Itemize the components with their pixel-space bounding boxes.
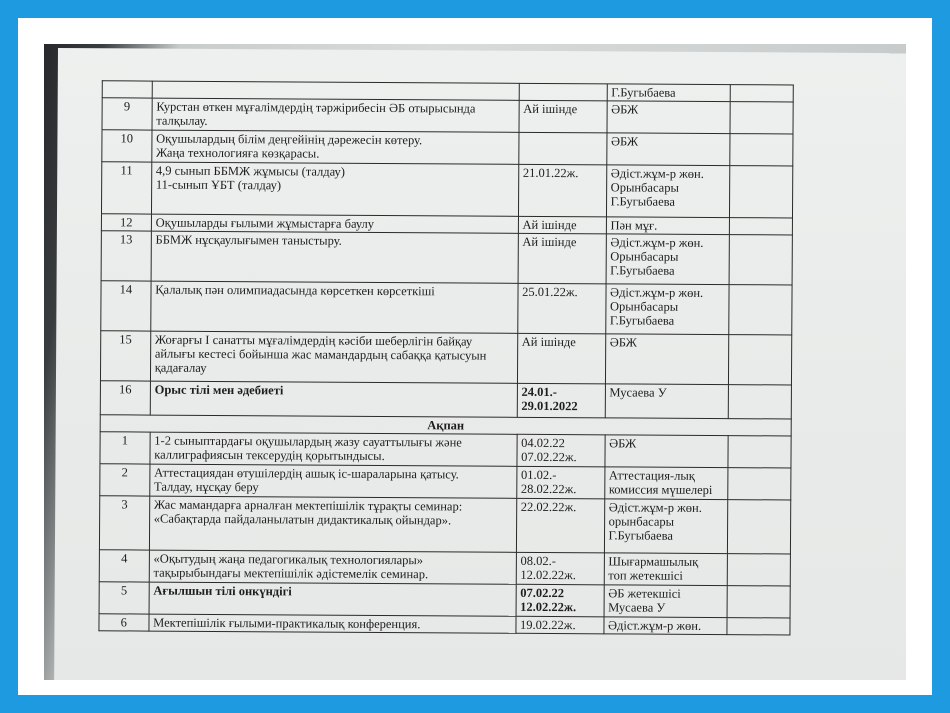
responsible-cell-line: Г.Бугыбаева <box>608 528 673 543</box>
date-cell-line: 07.02.22 <box>520 585 565 601</box>
table-row <box>102 130 793 166</box>
date-cell-line: 29.01.2022 <box>521 398 578 414</box>
task-cell <box>152 130 519 164</box>
task-cell-line: ББМЖ нұсқаулығымен таныстыру. <box>155 232 342 248</box>
date-cell-line: 21.01.22ж. <box>522 165 579 181</box>
responsible-cell <box>604 499 728 554</box>
task-cell <box>150 281 517 333</box>
task-cell <box>151 162 518 216</box>
note-cell <box>728 500 791 554</box>
responsible-cell <box>606 133 730 166</box>
task-cell-line: каллиграфиясын тексерудің қорытындысы. <box>154 447 385 464</box>
row-number: 14 <box>101 281 151 331</box>
task-cell <box>150 432 517 466</box>
date-cell <box>516 498 604 553</box>
responsible-cell-line: Орынбасары <box>610 180 679 195</box>
task-cell <box>151 231 518 283</box>
responsible-cell-line: Пән мұғ. <box>610 218 658 233</box>
row-number: 13 <box>101 231 151 281</box>
date-cell-line: 04.02.22 <box>521 435 565 451</box>
document-photo <box>44 44 906 680</box>
task-cell <box>150 381 517 417</box>
task-cell-line: тақырыбындағы мектепішілік әдістемелік семинар. <box>153 565 429 582</box>
note-cell <box>729 385 792 419</box>
task-cell <box>150 331 517 383</box>
row-number: 1 <box>100 432 150 464</box>
task-cell-line: Курстан өткен мұғалімдердің тәржірибесін ӘБ отырысында <box>156 99 476 116</box>
task-cell-line: Жоғарғы I санатты мұғалімдердің кәсіби шеберлігін байқау <box>154 332 473 349</box>
responsible-cell-line: Орынбасары <box>610 249 679 264</box>
task-cell-line: 11-сынып ҰБТ (талдау) <box>155 177 282 193</box>
task-cell <box>149 496 516 552</box>
date-cell-line: 12.02.22ж. <box>520 567 576 583</box>
responsible-cell-line: Мусаева У <box>608 600 666 615</box>
responsible-cell-line: комиссия мүшелері <box>608 482 713 498</box>
table-row <box>99 550 790 586</box>
responsible-cell <box>604 467 728 500</box>
note-cell <box>730 102 793 134</box>
task-cell-line: айлығы кестесі бойынша жас мамандардың сабаққа қатысуын <box>154 346 487 363</box>
responsible-cell-line: ӘБЖ <box>611 102 639 117</box>
date-cell <box>517 383 605 418</box>
note-cell <box>728 468 791 500</box>
date-cell-line: 12.02.22ж. <box>520 599 577 615</box>
date-cell <box>518 132 606 165</box>
row-number: 9 <box>102 98 152 130</box>
date-cell-line: 07.02.22ж. <box>521 449 577 465</box>
table-row <box>101 162 792 218</box>
responsible-cell-line: Әдіст.жұм-р жөн. <box>607 618 702 633</box>
table-row <box>99 614 790 635</box>
responsible-cell <box>604 585 728 618</box>
responsible-cell <box>605 334 729 385</box>
row-number: 5 <box>99 582 149 614</box>
date-cell <box>516 466 604 499</box>
task-cell-line: талқылау. <box>156 113 208 128</box>
month-title: Ақпан <box>100 415 791 436</box>
responsible-cell-line: Әдіст.жұм-р жөн. <box>610 235 704 250</box>
date-cell-line: 24.01.- <box>521 384 557 400</box>
date-cell-line: 01.02.- <box>520 467 557 483</box>
table-row <box>102 98 793 134</box>
table-row <box>99 496 790 554</box>
table-row <box>100 464 791 500</box>
table-row <box>99 582 790 618</box>
note-cell <box>730 218 793 235</box>
table-row <box>100 432 791 468</box>
task-cell-line: Ағылшын тілі онкүндігі <box>153 583 292 599</box>
row-number <box>102 81 152 98</box>
date-cell <box>519 83 607 101</box>
table-row <box>101 281 792 335</box>
task-cell-line: Жас мамандарға арналған мектепішілік тұрақты семинар: <box>153 497 463 514</box>
task-cell-line: Мектепішілік ғылыми-практикалық конференция. <box>153 615 421 632</box>
responsible-cell-line: Г.Бугыбаева <box>609 313 675 328</box>
responsible-cell <box>607 101 731 134</box>
task-cell <box>149 550 516 584</box>
row-number: 11 <box>101 162 151 214</box>
work-plan-table <box>98 80 793 635</box>
note-cell <box>727 618 790 635</box>
task-cell <box>149 614 516 633</box>
date-cell-line: 22.02.22ж. <box>520 499 577 515</box>
responsible-cell-line: Әдіст.жұм-р жөн. <box>608 500 702 515</box>
date-cell <box>519 100 607 133</box>
date-cell <box>518 233 606 284</box>
responsible-cell-line: Аттестация-лық <box>608 468 695 483</box>
task-cell-line: Қалалық пән олимпиадасында көрсеткен көрсеткіші <box>155 282 435 299</box>
date-cell <box>518 216 606 234</box>
responsible-cell <box>606 165 730 218</box>
responsible-cell-line: орынбасары <box>608 514 675 529</box>
blue-frame-border <box>18 18 932 695</box>
date-cell <box>516 584 604 617</box>
table-row <box>101 231 792 285</box>
task-cell-line: 1-2 сыныптардағы оқушылардың жазу сауаттылығы және <box>154 433 462 450</box>
task-cell-line: қадағалау <box>154 360 207 375</box>
task-cell-line: Талдау, нұсқау беру <box>153 479 259 495</box>
responsible-cell-line: Г.Бугыбаева <box>611 85 676 100</box>
responsible-cell <box>604 435 728 468</box>
row-number: 4 <box>99 550 149 582</box>
table-row <box>100 331 791 385</box>
date-cell-line: 28.02.22ж. <box>520 481 577 497</box>
task-cell-line: «Сабақтарда пайдаланылатын дидактикалық ойындар». <box>153 511 452 528</box>
responsible-cell-line: Г.Бугыбаева <box>610 263 675 278</box>
note-cell <box>730 166 793 218</box>
responsible-cell-line: Шығармашылық <box>608 554 699 569</box>
responsible-cell-line: Әдіст.жұм-р жөн. <box>610 166 704 181</box>
date-cell <box>517 434 605 467</box>
paper-sheet <box>54 48 906 680</box>
task-cell-line: Орыс тілі мен әдебиеті <box>154 382 284 398</box>
date-cell <box>516 616 604 634</box>
task-cell <box>149 582 516 616</box>
note-cell <box>729 235 792 285</box>
note-cell <box>727 586 790 618</box>
task-cell-line: Аттестациядан өтушілердің ашық іс-шараларына қатысу. <box>154 465 459 482</box>
note-cell <box>728 554 791 586</box>
date-cell <box>516 552 604 585</box>
date-cell-line: 25.01.22ж. <box>522 284 578 300</box>
row-number: 2 <box>100 464 150 496</box>
responsible-cell <box>604 553 728 586</box>
responsible-cell-line: ӘБЖ <box>609 436 637 451</box>
date-cell-line: 08.02.- <box>520 553 556 569</box>
note-cell <box>729 335 792 385</box>
row-number: 3 <box>99 496 149 550</box>
date-cell <box>517 333 605 384</box>
date-cell-line: Ай ішінде <box>523 101 578 117</box>
responsible-cell <box>606 217 730 235</box>
responsible-cell <box>606 234 730 285</box>
note-cell <box>729 285 792 335</box>
responsible-cell-line: Орынбасары <box>609 299 679 314</box>
note-cell <box>731 85 794 102</box>
row-number: 6 <box>99 614 149 631</box>
task-cell-line: 4,9 сынып ББМЖ жұмысы (талдау) <box>155 163 346 179</box>
responsible-cell-line: ӘБ жетекшісі <box>608 586 681 601</box>
responsible-cell-line: Әдіст.жұм-р жөн. <box>610 285 704 300</box>
responsible-cell-line: ӘБЖ <box>610 134 639 149</box>
date-cell-line: 19.02.22ж. <box>520 617 576 633</box>
task-cell-line: Жаңа технологияға көзқарасы. <box>156 145 320 161</box>
date-cell <box>517 283 605 334</box>
date-cell <box>518 164 606 217</box>
row-number: 12 <box>101 214 151 231</box>
responsible-cell-line: Г.Бугыбаева <box>610 194 675 209</box>
date-cell-line: Ай ішінде <box>522 234 577 250</box>
row-number: 15 <box>100 331 150 381</box>
task-cell-line: Оқушыларды ғылыми жұмыстарға баулу <box>155 215 375 231</box>
note-cell <box>728 436 791 468</box>
date-cell-line: Ай ішінде <box>521 334 576 350</box>
task-cell <box>152 98 519 132</box>
table-row <box>100 381 791 419</box>
row-number: 16 <box>100 381 150 415</box>
responsible-cell <box>605 284 729 335</box>
date-cell-line: Ай ішінде <box>522 217 577 233</box>
task-cell-line: «Оқытудың жаңа педагогикалық технологиялары» <box>153 551 424 568</box>
note-cell <box>730 134 793 166</box>
responsible-cell <box>607 84 731 102</box>
responsible-cell-line: ӘБЖ <box>609 335 637 350</box>
task-cell-line: Оқушылардың білім деңгейінің дәрежесін көтеру. <box>156 131 423 148</box>
task-cell <box>149 464 516 498</box>
responsible-cell-line: Мусаева У <box>609 385 667 400</box>
responsible-cell-line: топ жетекшісі <box>608 568 683 583</box>
responsible-cell <box>605 384 729 419</box>
responsible-cell <box>603 617 727 635</box>
row-number: 10 <box>102 130 152 162</box>
